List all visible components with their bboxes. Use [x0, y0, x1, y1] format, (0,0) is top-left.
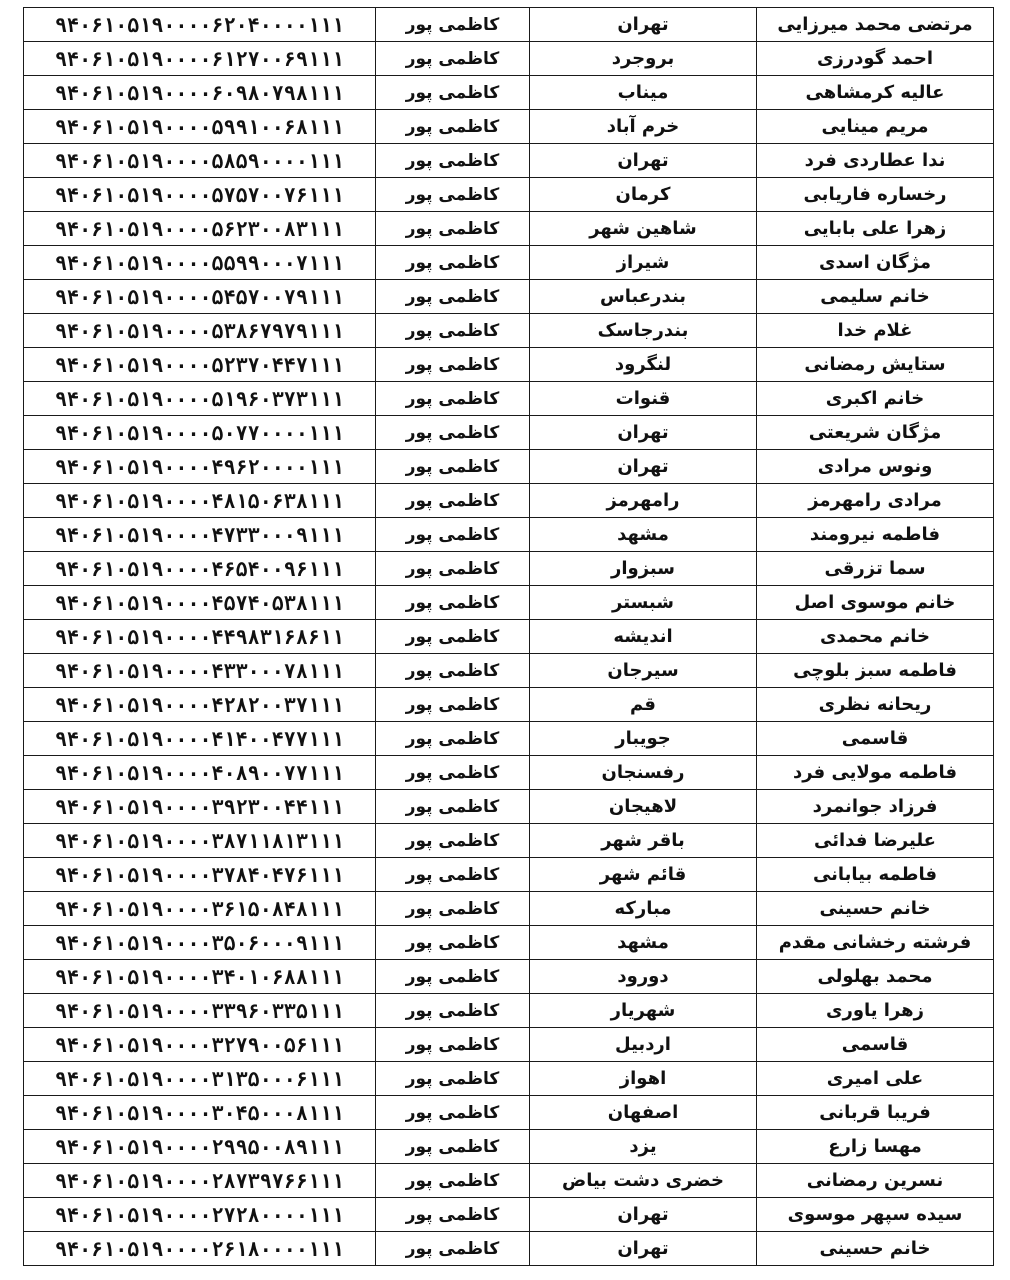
branch-name-cell: کاظمی پور: [376, 280, 530, 314]
city-cell: قم: [530, 688, 757, 722]
table-row: [24, 8, 994, 42]
table-row: [24, 790, 994, 824]
table-row: [24, 1062, 994, 1096]
person-name-cell: قاسمی: [757, 1028, 994, 1062]
city-cell: خرم آباد: [530, 110, 757, 144]
city-cell: سیرجان: [530, 654, 757, 688]
city-cell: لاهیجان: [530, 790, 757, 824]
city-cell: خضری دشت بیاض: [530, 1164, 757, 1198]
table-row: [24, 552, 994, 586]
city-cell: رامهرمز: [530, 484, 757, 518]
account-code-cell: ۹۴۰۶۱۰۵۱۹۰۰۰۰۴۴۹۸۳۱۶۸۶۱۱: [24, 620, 376, 654]
city-cell: شیراز: [530, 246, 757, 280]
branch-name-cell: کاظمی پور: [376, 416, 530, 450]
table-row: [24, 756, 994, 790]
city-cell: اهواز: [530, 1062, 757, 1096]
branch-name-cell: کاظمی پور: [376, 620, 530, 654]
person-name-cell: مهسا زارع: [757, 1130, 994, 1164]
branch-name-cell: کاظمی پور: [376, 960, 530, 994]
city-cell: شهریار: [530, 994, 757, 1028]
person-name-cell: مرادی رامهرمز: [757, 484, 994, 518]
city-cell: تهران: [530, 1198, 757, 1232]
branch-name-cell: کاظمی پور: [376, 212, 530, 246]
city-cell: لنگرود: [530, 348, 757, 382]
account-code-cell: ۹۴۰۶۱۰۵۱۹۰۰۰۰۴۹۶۲۰۰۰۰۱۱۱: [24, 450, 376, 484]
table-row: [24, 416, 994, 450]
account-code-cell: ۹۴۰۶۱۰۵۱۹۰۰۰۰۳۸۷۱۱۸۱۳۱۱۱: [24, 824, 376, 858]
table-row: [24, 42, 994, 76]
table-row: [24, 688, 994, 722]
city-cell: باقر شهر: [530, 824, 757, 858]
branch-name-cell: کاظمی پور: [376, 110, 530, 144]
table-row: [24, 824, 994, 858]
account-code-cell: ۹۴۰۶۱۰۵۱۹۰۰۰۰۵۱۹۶۰۳۷۳۱۱۱: [24, 382, 376, 416]
person-name-cell: فرزاد جوانمرد: [757, 790, 994, 824]
branch-name-cell: کاظمی پور: [376, 790, 530, 824]
account-code-cell: ۹۴۰۶۱۰۵۱۹۰۰۰۰۳۶۱۵۰۸۴۸۱۱۱: [24, 892, 376, 926]
city-cell: رفسنجان: [530, 756, 757, 790]
person-name-cell: ونوس مرادی: [757, 450, 994, 484]
table-row: [24, 178, 994, 212]
branch-name-cell: کاظمی پور: [376, 824, 530, 858]
city-cell: میناب: [530, 76, 757, 110]
person-name-cell: رخساره فاریابی: [757, 178, 994, 212]
account-code-cell: ۹۴۰۶۱۰۵۱۹۰۰۰۰۲۹۹۵۰۰۸۹۱۱۱: [24, 1130, 376, 1164]
person-name-cell: نسرین رمضانی: [757, 1164, 994, 1198]
table-row: [24, 246, 994, 280]
branch-name-cell: کاظمی پور: [376, 76, 530, 110]
person-name-cell: علیرضا فدائی: [757, 824, 994, 858]
person-name-cell: قاسمی: [757, 722, 994, 756]
account-code-cell: ۹۴۰۶۱۰۵۱۹۰۰۰۰۵۷۵۷۰۰۷۶۱۱۱: [24, 178, 376, 212]
account-code-cell: ۹۴۰۶۱۰۵۱۹۰۰۰۰۲۶۱۸۰۰۰۰۱۱۱: [24, 1232, 376, 1266]
person-name-cell: مریم مینایی: [757, 110, 994, 144]
table-row: [24, 960, 994, 994]
account-code-cell: ۹۴۰۶۱۰۵۱۹۰۰۰۰۴۸۱۵۰۶۳۸۱۱۱: [24, 484, 376, 518]
branch-name-cell: کاظمی پور: [376, 178, 530, 212]
table-row: [24, 518, 994, 552]
account-code-cell: ۹۴۰۶۱۰۵۱۹۰۰۰۰۲۸۷۳۹۷۶۶۱۱۱: [24, 1164, 376, 1198]
person-name-cell: فاطمه نیرومند: [757, 518, 994, 552]
account-code-cell: ۹۴۰۶۱۰۵۱۹۰۰۰۰۵۰۷۷۰۰۰۰۱۱۱: [24, 416, 376, 450]
account-code-cell: ۹۴۰۶۱۰۵۱۹۰۰۰۰۵۹۹۱۰۰۶۸۱۱۱: [24, 110, 376, 144]
city-cell: اندیشه: [530, 620, 757, 654]
account-code-cell: ۹۴۰۶۱۰۵۱۹۰۰۰۰۳۲۷۹۰۰۵۶۱۱۱: [24, 1028, 376, 1062]
branch-name-cell: کاظمی پور: [376, 450, 530, 484]
person-name-cell: محمد بهلولی: [757, 960, 994, 994]
branch-name-cell: کاظمی پور: [376, 858, 530, 892]
city-cell: دورود: [530, 960, 757, 994]
city-cell: مشهد: [530, 518, 757, 552]
account-code-cell: ۹۴۰۶۱۰۵۱۹۰۰۰۰۳۷۸۴۰۴۷۶۱۱۱: [24, 858, 376, 892]
city-cell: تهران: [530, 1232, 757, 1266]
branch-name-cell: کاظمی پور: [376, 382, 530, 416]
city-cell: تهران: [530, 450, 757, 484]
city-cell: تهران: [530, 144, 757, 178]
table-row: [24, 620, 994, 654]
account-code-cell: ۹۴۰۶۱۰۵۱۹۰۰۰۰۳۹۲۳۰۰۴۴۱۱۱: [24, 790, 376, 824]
table-row: [24, 484, 994, 518]
table-row: [24, 1232, 994, 1266]
branch-name-cell: کاظمی پور: [376, 246, 530, 280]
account-code-cell: ۹۴۰۶۱۰۵۱۹۰۰۰۰۳۵۰۶۰۰۰۹۱۱۱: [24, 926, 376, 960]
city-cell: بروجرد: [530, 42, 757, 76]
branch-name-cell: کاظمی پور: [376, 688, 530, 722]
table-row: [24, 858, 994, 892]
table-row: [24, 994, 994, 1028]
table-row: [24, 144, 994, 178]
person-name-cell: ندا عطاردی فرد: [757, 144, 994, 178]
person-name-cell: خانم حسینی: [757, 1232, 994, 1266]
person-name-cell: زهرا یاوری: [757, 994, 994, 1028]
person-name-cell: خانم محمدی: [757, 620, 994, 654]
account-code-cell: ۹۴۰۶۱۰۵۱۹۰۰۰۰۵۲۳۷۰۴۴۷۱۱۱: [24, 348, 376, 382]
city-cell: مبارکه: [530, 892, 757, 926]
account-code-cell: ۹۴۰۶۱۰۵۱۹۰۰۰۰۳۳۹۶۰۳۳۵۱۱۱: [24, 994, 376, 1028]
table-row: [24, 1096, 994, 1130]
table-row: [24, 1130, 994, 1164]
table-row: [24, 892, 994, 926]
branch-name-cell: کاظمی پور: [376, 518, 530, 552]
branch-name-cell: کاظمی پور: [376, 654, 530, 688]
table-row: [24, 926, 994, 960]
account-code-cell: ۹۴۰۶۱۰۵۱۹۰۰۰۰۵۸۵۹۰۰۰۰۱۱۱: [24, 144, 376, 178]
table-row: [24, 212, 994, 246]
city-cell: جویبار: [530, 722, 757, 756]
table-row: [24, 586, 994, 620]
table-row: [24, 110, 994, 144]
account-code-cell: ۹۴۰۶۱۰۵۱۹۰۰۰۰۴۱۴۰۰۴۷۷۱۱۱: [24, 722, 376, 756]
branch-name-cell: کاظمی پور: [376, 1096, 530, 1130]
account-code-cell: ۹۴۰۶۱۰۵۱۹۰۰۰۰۶۲۰۴۰۰۰۰۱۱۱: [24, 8, 376, 42]
branch-name-cell: کاظمی پور: [376, 144, 530, 178]
records-table-body: [24, 8, 994, 1266]
table-row: [24, 348, 994, 382]
city-cell: تهران: [530, 416, 757, 450]
account-code-cell: ۹۴۰۶۱۰۵۱۹۰۰۰۰۴۳۳۰۰۰۷۸۱۱۱: [24, 654, 376, 688]
table-row: [24, 1164, 994, 1198]
city-cell: اصفهان: [530, 1096, 757, 1130]
branch-name-cell: کاظمی پور: [376, 1198, 530, 1232]
table-row: [24, 654, 994, 688]
person-name-cell: مژگان اسدی: [757, 246, 994, 280]
person-name-cell: خانم اکبری: [757, 382, 994, 416]
person-name-cell: فریبا قربانی: [757, 1096, 994, 1130]
person-name-cell: عالیه کرمشاهی: [757, 76, 994, 110]
table-row: [24, 1028, 994, 1062]
branch-name-cell: کاظمی پور: [376, 926, 530, 960]
branch-name-cell: کاظمی پور: [376, 994, 530, 1028]
account-code-cell: ۹۴۰۶۱۰۵۱۹۰۰۰۰۴۶۵۴۰۰۹۶۱۱۱: [24, 552, 376, 586]
branch-name-cell: کاظمی پور: [376, 552, 530, 586]
person-name-cell: فاطمه سبز بلوچی: [757, 654, 994, 688]
city-cell: یزد: [530, 1130, 757, 1164]
branch-name-cell: کاظمی پور: [376, 8, 530, 42]
city-cell: مشهد: [530, 926, 757, 960]
account-code-cell: ۹۴۰۶۱۰۵۱۹۰۰۰۰۶۱۲۷۰۰۶۹۱۱۱: [24, 42, 376, 76]
person-name-cell: غلام خدا: [757, 314, 994, 348]
account-code-cell: ۹۴۰۶۱۰۵۱۹۰۰۰۰۴۲۸۲۰۰۳۷۱۱۱: [24, 688, 376, 722]
city-cell: شاهین شهر: [530, 212, 757, 246]
table-row: [24, 450, 994, 484]
person-name-cell: علی امیری: [757, 1062, 994, 1096]
account-code-cell: ۹۴۰۶۱۰۵۱۹۰۰۰۰۳۱۳۵۰۰۰۶۱۱۱: [24, 1062, 376, 1096]
account-code-cell: ۹۴۰۶۱۰۵۱۹۰۰۰۰۵۳۸۶۷۹۷۹۱۱۱: [24, 314, 376, 348]
person-name-cell: فاطمه مولایی فرد: [757, 756, 994, 790]
person-name-cell: زهرا علی بابایی: [757, 212, 994, 246]
person-name-cell: احمد گودرزی: [757, 42, 994, 76]
branch-name-cell: کاظمی پور: [376, 586, 530, 620]
person-name-cell: سما تزرقی: [757, 552, 994, 586]
person-name-cell: مرتضی محمد میرزایی: [757, 8, 994, 42]
records-table: [23, 7, 994, 1266]
city-cell: کرمان: [530, 178, 757, 212]
person-name-cell: سیده سپهر موسوی: [757, 1198, 994, 1232]
person-name-cell: خانم حسینی: [757, 892, 994, 926]
branch-name-cell: کاظمی پور: [376, 1164, 530, 1198]
city-cell: سبزوار: [530, 552, 757, 586]
account-code-cell: ۹۴۰۶۱۰۵۱۹۰۰۰۰۶۰۹۸۰۷۹۸۱۱۱: [24, 76, 376, 110]
table-row: [24, 314, 994, 348]
account-code-cell: ۹۴۰۶۱۰۵۱۹۰۰۰۰۵۴۵۷۰۰۷۹۱۱۱: [24, 280, 376, 314]
city-cell: قنوات: [530, 382, 757, 416]
city-cell: بندرعباس: [530, 280, 757, 314]
table-row: [24, 76, 994, 110]
account-code-cell: ۹۴۰۶۱۰۵۱۹۰۰۰۰۴۵۷۴۰۵۳۸۱۱۱: [24, 586, 376, 620]
branch-name-cell: کاظمی پور: [376, 1062, 530, 1096]
branch-name-cell: کاظمی پور: [376, 348, 530, 382]
city-cell: تهران: [530, 8, 757, 42]
branch-name-cell: کاظمی پور: [376, 314, 530, 348]
branch-name-cell: کاظمی پور: [376, 892, 530, 926]
account-code-cell: ۹۴۰۶۱۰۵۱۹۰۰۰۰۴۰۸۹۰۰۷۷۱۱۱: [24, 756, 376, 790]
document-sheet: [23, 7, 993, 1266]
account-code-cell: ۹۴۰۶۱۰۵۱۹۰۰۰۰۳۴۰۱۰۶۸۸۱۱۱: [24, 960, 376, 994]
person-name-cell: فاطمه بیابانی: [757, 858, 994, 892]
account-code-cell: ۹۴۰۶۱۰۵۱۹۰۰۰۰۴۷۳۳۰۰۰۹۱۱۱: [24, 518, 376, 552]
branch-name-cell: کاظمی پور: [376, 484, 530, 518]
table-row: [24, 1198, 994, 1232]
person-name-cell: فرشته رخشانی مقدم: [757, 926, 994, 960]
person-name-cell: خانم سلیمی: [757, 280, 994, 314]
city-cell: بندرجاسک: [530, 314, 757, 348]
branch-name-cell: کاظمی پور: [376, 1028, 530, 1062]
person-name-cell: مژگان شریعتی: [757, 416, 994, 450]
branch-name-cell: کاظمی پور: [376, 756, 530, 790]
table-row: [24, 280, 994, 314]
branch-name-cell: کاظمی پور: [376, 722, 530, 756]
account-code-cell: ۹۴۰۶۱۰۵۱۹۰۰۰۰۵۶۲۳۰۰۸۳۱۱۱: [24, 212, 376, 246]
branch-name-cell: کاظمی پور: [376, 1232, 530, 1266]
branch-name-cell: کاظمی پور: [376, 1130, 530, 1164]
person-name-cell: ریحانه نظری: [757, 688, 994, 722]
branch-name-cell: کاظمی پور: [376, 42, 530, 76]
city-cell: اردبیل: [530, 1028, 757, 1062]
account-code-cell: ۹۴۰۶۱۰۵۱۹۰۰۰۰۵۵۹۹۰۰۰۷۱۱۱: [24, 246, 376, 280]
person-name-cell: خانم موسوی اصل: [757, 586, 994, 620]
account-code-cell: ۹۴۰۶۱۰۵۱۹۰۰۰۰۳۰۴۵۰۰۰۸۱۱۱: [24, 1096, 376, 1130]
city-cell: قائم شهر: [530, 858, 757, 892]
table-row: [24, 722, 994, 756]
account-code-cell: ۹۴۰۶۱۰۵۱۹۰۰۰۰۲۷۲۸۰۰۰۰۱۱۱: [24, 1198, 376, 1232]
city-cell: شبستر: [530, 586, 757, 620]
person-name-cell: ستایش رمضانی: [757, 348, 994, 382]
table-row: [24, 382, 994, 416]
